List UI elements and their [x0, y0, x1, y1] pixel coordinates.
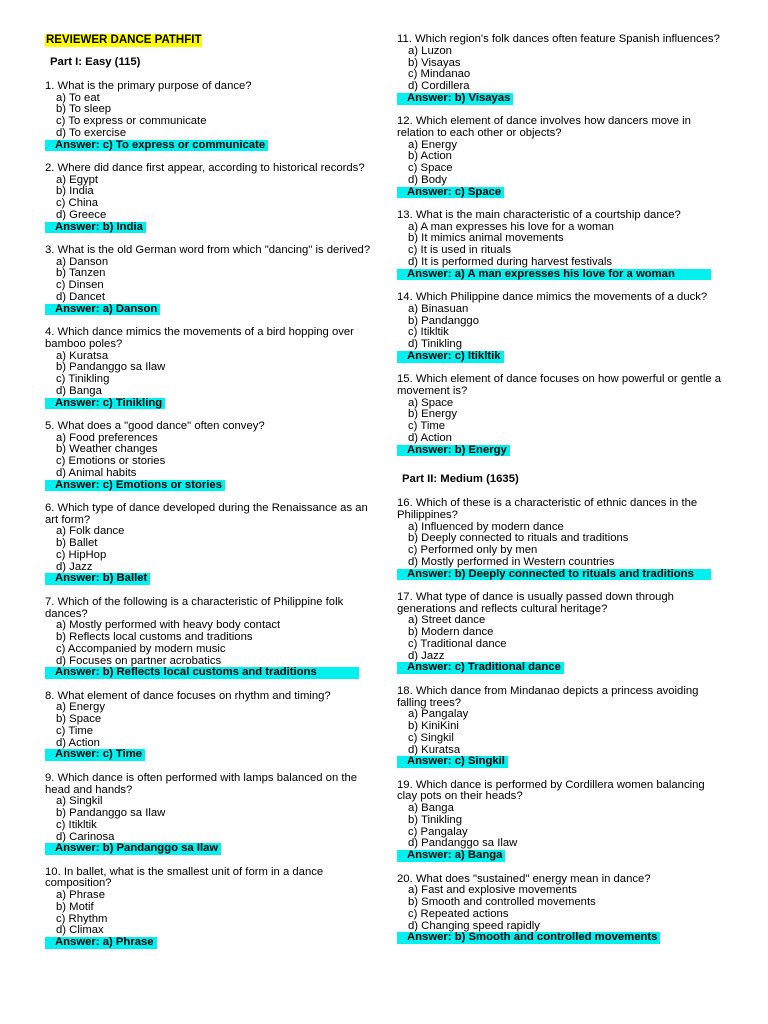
answer-option: c) Dinsen [56, 279, 104, 292]
answer-option: b) KiniKini [408, 720, 459, 733]
answer-option: b) It mimics animal movements [408, 232, 564, 245]
question-item [45, 867, 375, 949]
answer-key: Answer: c) To express or communicate [45, 140, 268, 152]
answer-option: c) Tinikling [56, 373, 110, 386]
answer-option: a) Danson [56, 255, 109, 268]
answer-option: d) Action [408, 431, 452, 444]
question-item [397, 686, 727, 768]
answer-option: d) Changing speed rapidly [408, 919, 540, 932]
answer-key: Answer: c) Itikltik [397, 351, 504, 363]
question-item [397, 374, 727, 456]
answer-option: b) Pandanggo sa Ilaw [56, 361, 166, 374]
answer-option: a) Food preferences [56, 431, 158, 444]
answer-option: c) Rhythm [56, 912, 108, 925]
answer-option: d) Animal habits [56, 466, 137, 479]
answer-key: Answer: c) Singkil [397, 756, 508, 768]
answer-key: Answer: a) Banga [397, 850, 505, 862]
answer-key: Answer: b) Energy [397, 445, 510, 457]
answer-option: b) Pandanggo sa Ilaw [56, 807, 166, 819]
answer-option: a) Kuratsa [56, 349, 109, 362]
question-item [397, 874, 727, 945]
answer-key: Answer: c) Traditional dance [397, 662, 564, 674]
answer-option: a) Banga [408, 802, 454, 815]
question-list-right-bottom [397, 498, 727, 944]
question-item [397, 210, 727, 281]
question-text: 9. Which dance is often performed with lamps balanced on the head and hands? [45, 771, 358, 796]
answer-option: c) Time [56, 724, 94, 737]
question-item [45, 81, 375, 152]
answer-option: c) Performed only by men [408, 544, 538, 557]
answer-option: d) Carinosa [56, 830, 115, 843]
answer-option: b) Visayas [408, 56, 461, 69]
answer-key: Answer: a) Phrase [45, 937, 157, 949]
question-text: 12. Which element of dance involves how dancers move in relation to each other or objects? [397, 115, 691, 139]
question-item [397, 498, 727, 580]
part-heading-medium: Part II: Medium (1635) [402, 473, 519, 486]
answer-option: d) Action [56, 736, 100, 749]
question-text: 1. What is the primary purpose of dance? [45, 79, 252, 92]
question-text: 20. What does "sustained" energy mean in dance? [397, 872, 651, 885]
answer-key: Answer: a) Danson [45, 304, 160, 316]
question-item [45, 503, 375, 585]
answer-key: Answer: b) Reflects local customs and traditions [45, 667, 359, 679]
answer-option: a) Luzon [408, 44, 452, 57]
answer-option: d) Jazz [408, 649, 445, 662]
question-text: 18. Which dance from Mindanao depicts a princess avoiding falling trees? [397, 684, 699, 709]
answer-option: b) Space [56, 713, 102, 726]
answer-option: d) To exercise [56, 126, 127, 139]
document-title: REVIEWER DANCE PATHFIT [46, 34, 202, 46]
answer-option: d) Tinikling [408, 338, 462, 351]
answer-option: d) Focuses on partner acrobatics [56, 654, 222, 667]
question-text: 3. What is the old German word from which "dancing" is derived? [45, 243, 371, 256]
answer-option: d) Banga [56, 384, 102, 397]
answer-option: c) Mindanao [408, 68, 471, 81]
question-text: 11. Which region's folk dances often feature Spanish influences? [397, 33, 720, 45]
question-text: 4. Which dance mimics the movements of a bird hopping over bamboo poles? [45, 326, 354, 350]
answer-option: d) Dancet [56, 290, 105, 303]
answer-option: b) Weather changes [56, 443, 158, 456]
answer-option: c) Pangalay [408, 825, 468, 838]
question-text: 17. What type of dance is usually passed down through generations and reflects cultural heritage? [397, 590, 674, 615]
question-text: 19. Which dance is performed by Cordillera women balancing clay pots on their heads? [397, 778, 705, 803]
question-item [397, 780, 727, 862]
question-item [45, 691, 375, 762]
answer-option: a) Space [408, 396, 454, 409]
question-item [397, 592, 727, 674]
answer-option: b) To sleep [56, 103, 112, 116]
answer-option: c) Itikltik [56, 818, 97, 831]
answer-option: c) Traditional dance [408, 637, 507, 650]
answer-option: b) Tinikling [408, 813, 462, 826]
answer-option: a) Egypt [56, 173, 99, 186]
answer-option: b) Action [408, 150, 452, 163]
answer-option: b) Motif [56, 900, 94, 913]
left-column [45, 34, 375, 960]
answer-option: d) Body [408, 173, 447, 186]
answer-option: d) Greece [56, 208, 107, 221]
question-item [45, 327, 375, 409]
answer-option: b) Deeply connected to rituals and traditions [408, 532, 629, 545]
answer-option: a) Energy [56, 701, 105, 714]
answer-option: b) Ballet [56, 537, 98, 550]
answer-option: d) Kuratsa [408, 743, 461, 756]
answer-option: a) Street dance [408, 614, 486, 627]
answer-option: c) Repeated actions [408, 907, 509, 920]
answer-option: c) Space [408, 162, 453, 175]
answer-option: c) It is used in rituals [408, 244, 511, 257]
answer-key: Answer: b) Deeply connected to rituals and traditions [397, 569, 711, 581]
answer-option: a) Phrase [56, 889, 105, 902]
answer-key: Answer: c) Time [45, 749, 145, 761]
question-text: 10. In ballet, what is the smallest unit of form in a dance composition? [45, 865, 324, 890]
answer-option: a) Mostly performed with heavy body contact [56, 619, 281, 632]
answer-key: Answer: b) Visayas [397, 93, 513, 105]
answer-option: a) Binasuan [408, 302, 469, 315]
answer-option: d) Cordillera [408, 80, 470, 92]
question-text: 16. Which of these is a characteristic of ethnic dances in the Philippines? [397, 497, 698, 521]
question-text: 6. Which type of dance developed during the Renaissance as an art form? [45, 501, 368, 526]
answer-option: d) Pandanggo sa Ilaw [408, 837, 518, 850]
answer-option: b) Reflects local customs and traditions [56, 631, 253, 644]
answer-option: a) To eat [56, 91, 100, 104]
answer-key: Answer: b) Pandanggo sa Ilaw [45, 843, 221, 855]
answer-option: d) Jazz [56, 560, 93, 573]
question-text: 7. Which of the following is a characteristic of Philippine folk dances? [45, 595, 344, 620]
answer-option: c) Singkil [408, 731, 454, 744]
answer-option: d) Climax [56, 924, 104, 937]
answer-option: b) Pandanggo [408, 314, 479, 327]
question-item [397, 292, 727, 363]
question-item [397, 116, 727, 198]
answer-option: a) Folk dance [56, 525, 125, 538]
question-item [45, 421, 375, 492]
question-text: 13. What is the main characteristic of a courtship dance? [397, 208, 681, 221]
question-item [45, 245, 375, 316]
answer-option: c) HipHop [56, 548, 107, 561]
question-text: 5. What does a "good dance" often convey? [45, 419, 265, 432]
question-list-right-top [397, 34, 727, 456]
answer-option: c) Itikltik [408, 326, 449, 339]
question-text: 15. Which element of dance focuses on how powerful or gentle a movement is? [397, 373, 722, 397]
answer-option: b) Energy [408, 408, 457, 421]
answer-option: c) Emotions or stories [56, 455, 166, 468]
answer-key: Answer: b) Smooth and controlled movements [397, 932, 660, 944]
answer-option: a) Influenced by modern dance [408, 520, 564, 533]
answer-option: d) It is performed during harvest festivals [408, 255, 613, 268]
answer-key: Answer: b) Ballet [45, 573, 150, 585]
answer-option: a) Energy [408, 138, 457, 151]
question-item [45, 773, 375, 855]
answer-option: b) Modern dance [408, 626, 494, 639]
question-list-left [45, 81, 375, 949]
answer-option: b) Tanzen [56, 267, 106, 280]
answer-option: c) China [56, 197, 99, 210]
answer-key: Answer: b) India [45, 222, 146, 234]
answer-key: Answer: c) Tinikling [45, 398, 165, 410]
question-item [397, 34, 727, 105]
answer-option: c) Accompanied by modern music [56, 642, 226, 655]
question-text: 2. Where did dance first appear, according to historical records? [45, 161, 365, 174]
answer-option: b) Smooth and controlled movements [408, 896, 596, 908]
answer-option: a) Singkil [56, 795, 103, 808]
answer-key: Answer: c) Emotions or stories [45, 480, 225, 492]
question-item [45, 163, 375, 234]
answer-key: Answer: c) Space [397, 187, 504, 199]
answer-option: a) Pangalay [408, 708, 469, 721]
answer-option: c) Time [408, 420, 446, 433]
answer-option: a) Fast and explosive movements [408, 884, 577, 897]
question-text: 14. Which Philippine dance mimics the movements of a duck? [397, 291, 708, 304]
answer-option: c) To express or communicate [56, 115, 207, 127]
right-column [397, 34, 727, 956]
question-text: 8. What element of dance focuses on rhythm and timing? [45, 689, 331, 702]
answer-option: d) Mostly performed in Western countries [408, 555, 615, 568]
answer-key: Answer: a) A man expresses his love for a woman [397, 269, 711, 281]
answer-option: b) India [56, 185, 94, 198]
part-heading-easy: Part I: Easy (115) [50, 56, 141, 68]
answer-option: a) A man expresses his love for a woman [408, 220, 614, 233]
question-item [45, 597, 375, 679]
